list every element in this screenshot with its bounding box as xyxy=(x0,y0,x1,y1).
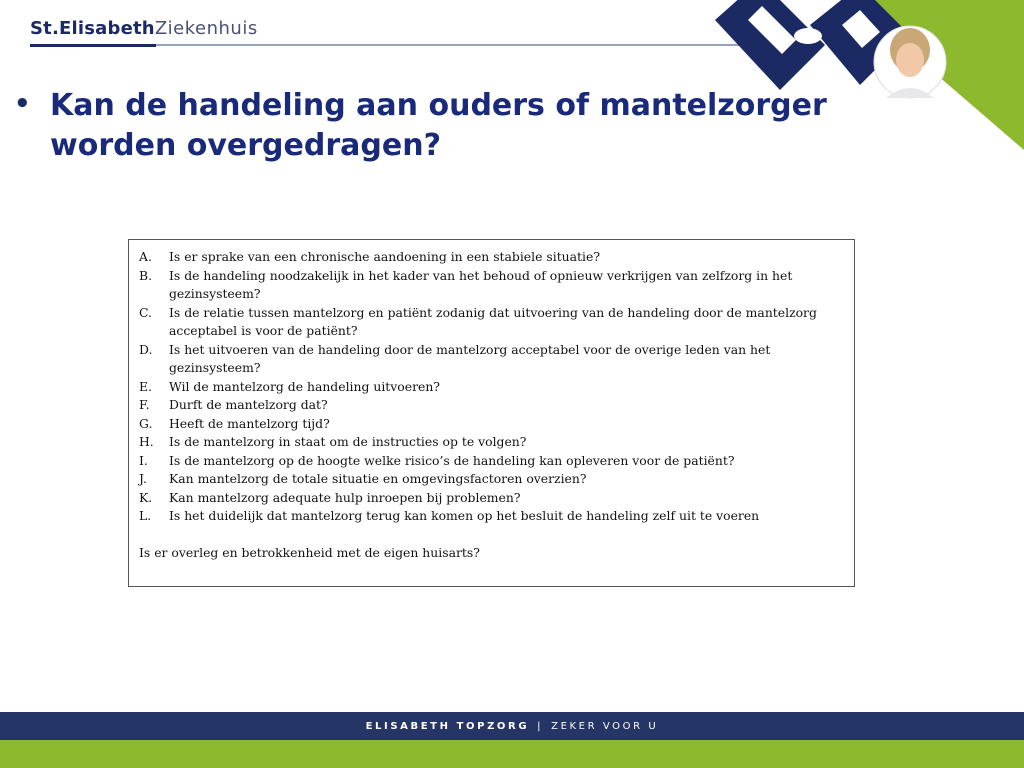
header-divider-accent xyxy=(30,44,156,47)
list-item xyxy=(139,489,844,508)
list-item xyxy=(139,341,844,378)
item-text: Is de mantelzorg in staat om de instructies op te volgen? xyxy=(169,434,527,449)
list-item xyxy=(139,470,844,489)
heading-text: Kan de handeling aan ouders of mantelzorger worden overgedragen? xyxy=(50,88,827,163)
item-letter: A. xyxy=(139,249,152,264)
item-letter: I. xyxy=(139,452,148,468)
item-text: Kan mantelzorg adequate hulp inroepen bij problemen? xyxy=(169,489,521,505)
item-letter: H. xyxy=(139,434,154,449)
logo-mark-icon xyxy=(794,28,822,44)
logo-diamond-left xyxy=(715,0,825,90)
logo-name-strong: St.Elisabeth xyxy=(30,18,155,39)
item-text: Heeft de mantelzorg tijd? xyxy=(169,415,330,431)
item-letter: G. xyxy=(139,415,153,431)
item-text: Wil de mantelzorg de handeling uitvoeren? xyxy=(169,378,440,394)
item-text: Is de mantelzorg op de hoogte welke risico’s de handeling kan opleveren voor de patiënt? xyxy=(169,452,735,468)
list-item xyxy=(139,267,844,304)
item-letter: L. xyxy=(139,508,152,523)
item-letter: C. xyxy=(139,304,152,320)
list-item xyxy=(139,378,844,397)
item-text: Is de relatie tussen mantelzorg en patiënt zodanig dat uitvoering van de handeling door de mantelzorg acceptabel is voor de patiënt? xyxy=(169,304,817,338)
footer-green-band xyxy=(0,740,1024,768)
item-letter: K. xyxy=(139,489,153,505)
slide-heading xyxy=(14,86,974,166)
item-letter: D. xyxy=(139,341,153,357)
item-text: Is de handeling noodzakelijk in het kader van het behoud of opnieuw verkrijgen van zelfzorg in het gezinsysteem? xyxy=(169,267,793,301)
item-text: Kan mantelzorg de totale situatie en omgevingsfactoren overzien? xyxy=(169,471,587,486)
footer-tagline-light: ZEKER VOOR U xyxy=(551,720,659,732)
list-item xyxy=(139,452,844,471)
item-text: Is het duidelijk dat mantelzorg terug kan komen op het besluit de handeling zelf uit te voeren xyxy=(169,508,760,523)
item-letter: B. xyxy=(139,267,153,283)
list-item xyxy=(139,433,844,452)
item-text: Is het uitvoeren van de handeling door de mantelzorg acceptabel voor de overige leden van het gezinsysteem? xyxy=(169,341,771,375)
item-text: Is er sprake van een chronische aandoening in een stabiele situatie? xyxy=(169,249,600,264)
item-text: Durft de mantelzorg dat? xyxy=(169,397,328,412)
item-letter: E. xyxy=(139,378,152,394)
list-item xyxy=(139,304,844,341)
list-item xyxy=(139,507,844,526)
footer-separator: | xyxy=(537,720,544,732)
footer-tagline-strong: ELISABETH TOPZORG xyxy=(365,720,530,732)
question-list xyxy=(139,248,844,526)
logo-name-light: Ziekenhuis xyxy=(154,18,258,39)
footer-bar xyxy=(0,712,1024,740)
list-item xyxy=(139,396,844,415)
checklist-box xyxy=(128,239,855,587)
item-letter: F. xyxy=(139,397,150,412)
bullet-marker: • xyxy=(14,89,31,119)
list-item xyxy=(139,415,844,434)
item-letter: J. xyxy=(139,471,147,486)
final-question: Is er overleg en betrokkenheid met de eigen huisarts? xyxy=(139,545,480,560)
list-item xyxy=(139,248,844,267)
